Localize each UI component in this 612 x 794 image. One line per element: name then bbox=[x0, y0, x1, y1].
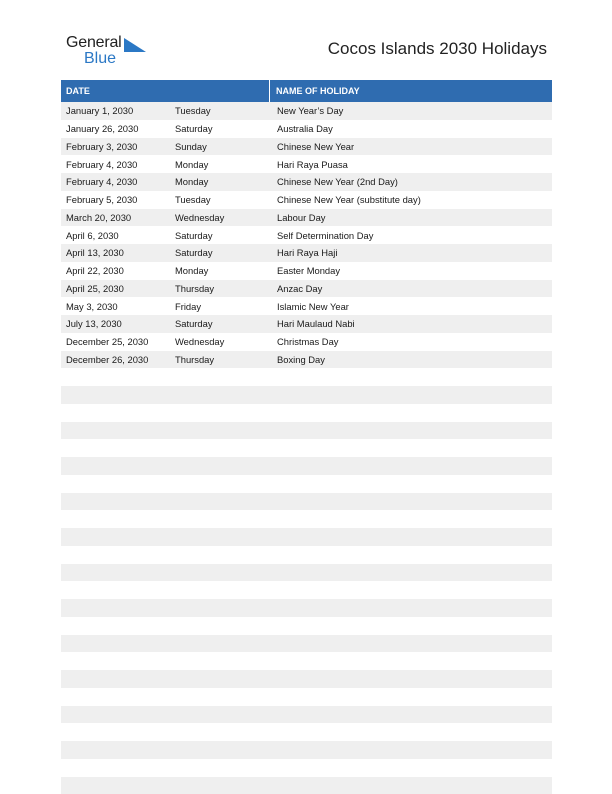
holiday-weekday: Saturday bbox=[171, 247, 272, 258]
table-row bbox=[61, 546, 552, 564]
table-row bbox=[61, 670, 552, 688]
table-row bbox=[61, 617, 552, 635]
holiday-weekday: Saturday bbox=[171, 230, 272, 241]
holiday-weekday: Thursday bbox=[171, 354, 272, 365]
table-row bbox=[61, 564, 552, 582]
table-row bbox=[61, 173, 552, 191]
holiday-date: February 4, 2030 bbox=[61, 159, 171, 170]
table-row bbox=[61, 209, 552, 227]
holiday-weekday: Tuesday bbox=[171, 105, 272, 116]
holiday-date: July 13, 2030 bbox=[61, 318, 171, 329]
holiday-date: December 25, 2030 bbox=[61, 336, 171, 347]
holiday-name: Islamic New Year bbox=[272, 301, 349, 312]
table-row bbox=[61, 120, 552, 138]
holiday-date: February 3, 2030 bbox=[61, 141, 171, 152]
table-row bbox=[61, 759, 552, 777]
table-row bbox=[61, 138, 552, 156]
page-title: Cocos Islands 2030 Holidays bbox=[328, 38, 547, 60]
holiday-name: Christmas Day bbox=[272, 336, 338, 347]
holiday-weekday: Sunday bbox=[171, 141, 272, 152]
holiday-date: February 4, 2030 bbox=[61, 176, 171, 187]
table-row bbox=[61, 652, 552, 670]
table-row bbox=[61, 439, 552, 457]
holiday-date: December 26, 2030 bbox=[61, 354, 171, 365]
holiday-date: March 20, 2030 bbox=[61, 212, 171, 223]
holiday-name: Chinese New Year (2nd Day) bbox=[272, 176, 398, 187]
holiday-name: Chinese New Year bbox=[272, 141, 354, 152]
holiday-name: New Year’s Day bbox=[272, 105, 343, 116]
logo-triangle-icon bbox=[124, 38, 146, 52]
holiday-weekday: Friday bbox=[171, 301, 272, 312]
table-row bbox=[61, 706, 552, 724]
table-row bbox=[61, 581, 552, 599]
holiday-date: February 5, 2030 bbox=[61, 194, 171, 205]
holiday-date: January 26, 2030 bbox=[61, 123, 171, 134]
holiday-table bbox=[61, 80, 552, 794]
table-row bbox=[61, 723, 552, 741]
logo-word-blue: Blue bbox=[84, 50, 116, 68]
table-row bbox=[61, 741, 552, 759]
table-header bbox=[61, 80, 552, 102]
table-row bbox=[61, 493, 552, 511]
table-row bbox=[61, 457, 552, 475]
holiday-date: April 6, 2030 bbox=[61, 230, 171, 241]
generalblue-logo bbox=[66, 34, 156, 68]
holiday-weekday: Saturday bbox=[171, 318, 272, 329]
table-row bbox=[61, 351, 552, 369]
table-row bbox=[61, 280, 552, 298]
holiday-name: Labour Day bbox=[272, 212, 325, 223]
table-row bbox=[61, 244, 552, 262]
holiday-name: Anzac Day bbox=[272, 283, 322, 294]
holiday-date: January 1, 2030 bbox=[61, 105, 171, 116]
holiday-name: Australia Day bbox=[272, 123, 333, 134]
holiday-weekday: Thursday bbox=[171, 283, 272, 294]
table-row bbox=[61, 333, 552, 351]
table-row bbox=[61, 315, 552, 333]
holiday-weekday: Wednesday bbox=[171, 336, 272, 347]
holiday-date: April 13, 2030 bbox=[61, 247, 171, 258]
table-row bbox=[61, 297, 552, 315]
header-holiday-name: NAME OF HOLIDAY bbox=[270, 80, 360, 102]
holiday-weekday: Monday bbox=[171, 176, 272, 187]
table-row bbox=[61, 635, 552, 653]
logo-word-general: General bbox=[66, 34, 122, 52]
holiday-date: April 22, 2030 bbox=[61, 265, 171, 276]
table-row bbox=[61, 368, 552, 386]
header-date: DATE bbox=[61, 80, 270, 102]
holiday-name: Easter Monday bbox=[272, 265, 340, 276]
holiday-date: May 3, 2030 bbox=[61, 301, 171, 312]
table-row bbox=[61, 475, 552, 493]
holiday-weekday: Monday bbox=[171, 159, 272, 170]
holiday-name: Self Determination Day bbox=[272, 230, 373, 241]
table-row bbox=[61, 226, 552, 244]
table-row bbox=[61, 404, 552, 422]
table-row bbox=[61, 422, 552, 440]
table-row bbox=[61, 510, 552, 528]
table-row bbox=[61, 777, 552, 794]
table-row bbox=[61, 102, 552, 120]
table-row bbox=[61, 528, 552, 546]
table-row bbox=[61, 599, 552, 617]
holiday-name: Hari Raya Puasa bbox=[272, 159, 348, 170]
table-row bbox=[61, 386, 552, 404]
holiday-name: Boxing Day bbox=[272, 354, 325, 365]
holiday-weekday: Wednesday bbox=[171, 212, 272, 223]
holiday-name: Chinese New Year (substitute day) bbox=[272, 194, 421, 205]
table-row bbox=[61, 688, 552, 706]
holiday-weekday: Saturday bbox=[171, 123, 272, 134]
holiday-date: April 25, 2030 bbox=[61, 283, 171, 294]
table-row bbox=[61, 155, 552, 173]
holiday-weekday: Monday bbox=[171, 265, 272, 276]
holiday-name: Hari Maulaud Nabi bbox=[272, 318, 355, 329]
table-body bbox=[61, 102, 552, 794]
table-row bbox=[61, 262, 552, 280]
table-row bbox=[61, 191, 552, 209]
holiday-name: Hari Raya Haji bbox=[272, 247, 337, 258]
holiday-weekday: Tuesday bbox=[171, 194, 272, 205]
